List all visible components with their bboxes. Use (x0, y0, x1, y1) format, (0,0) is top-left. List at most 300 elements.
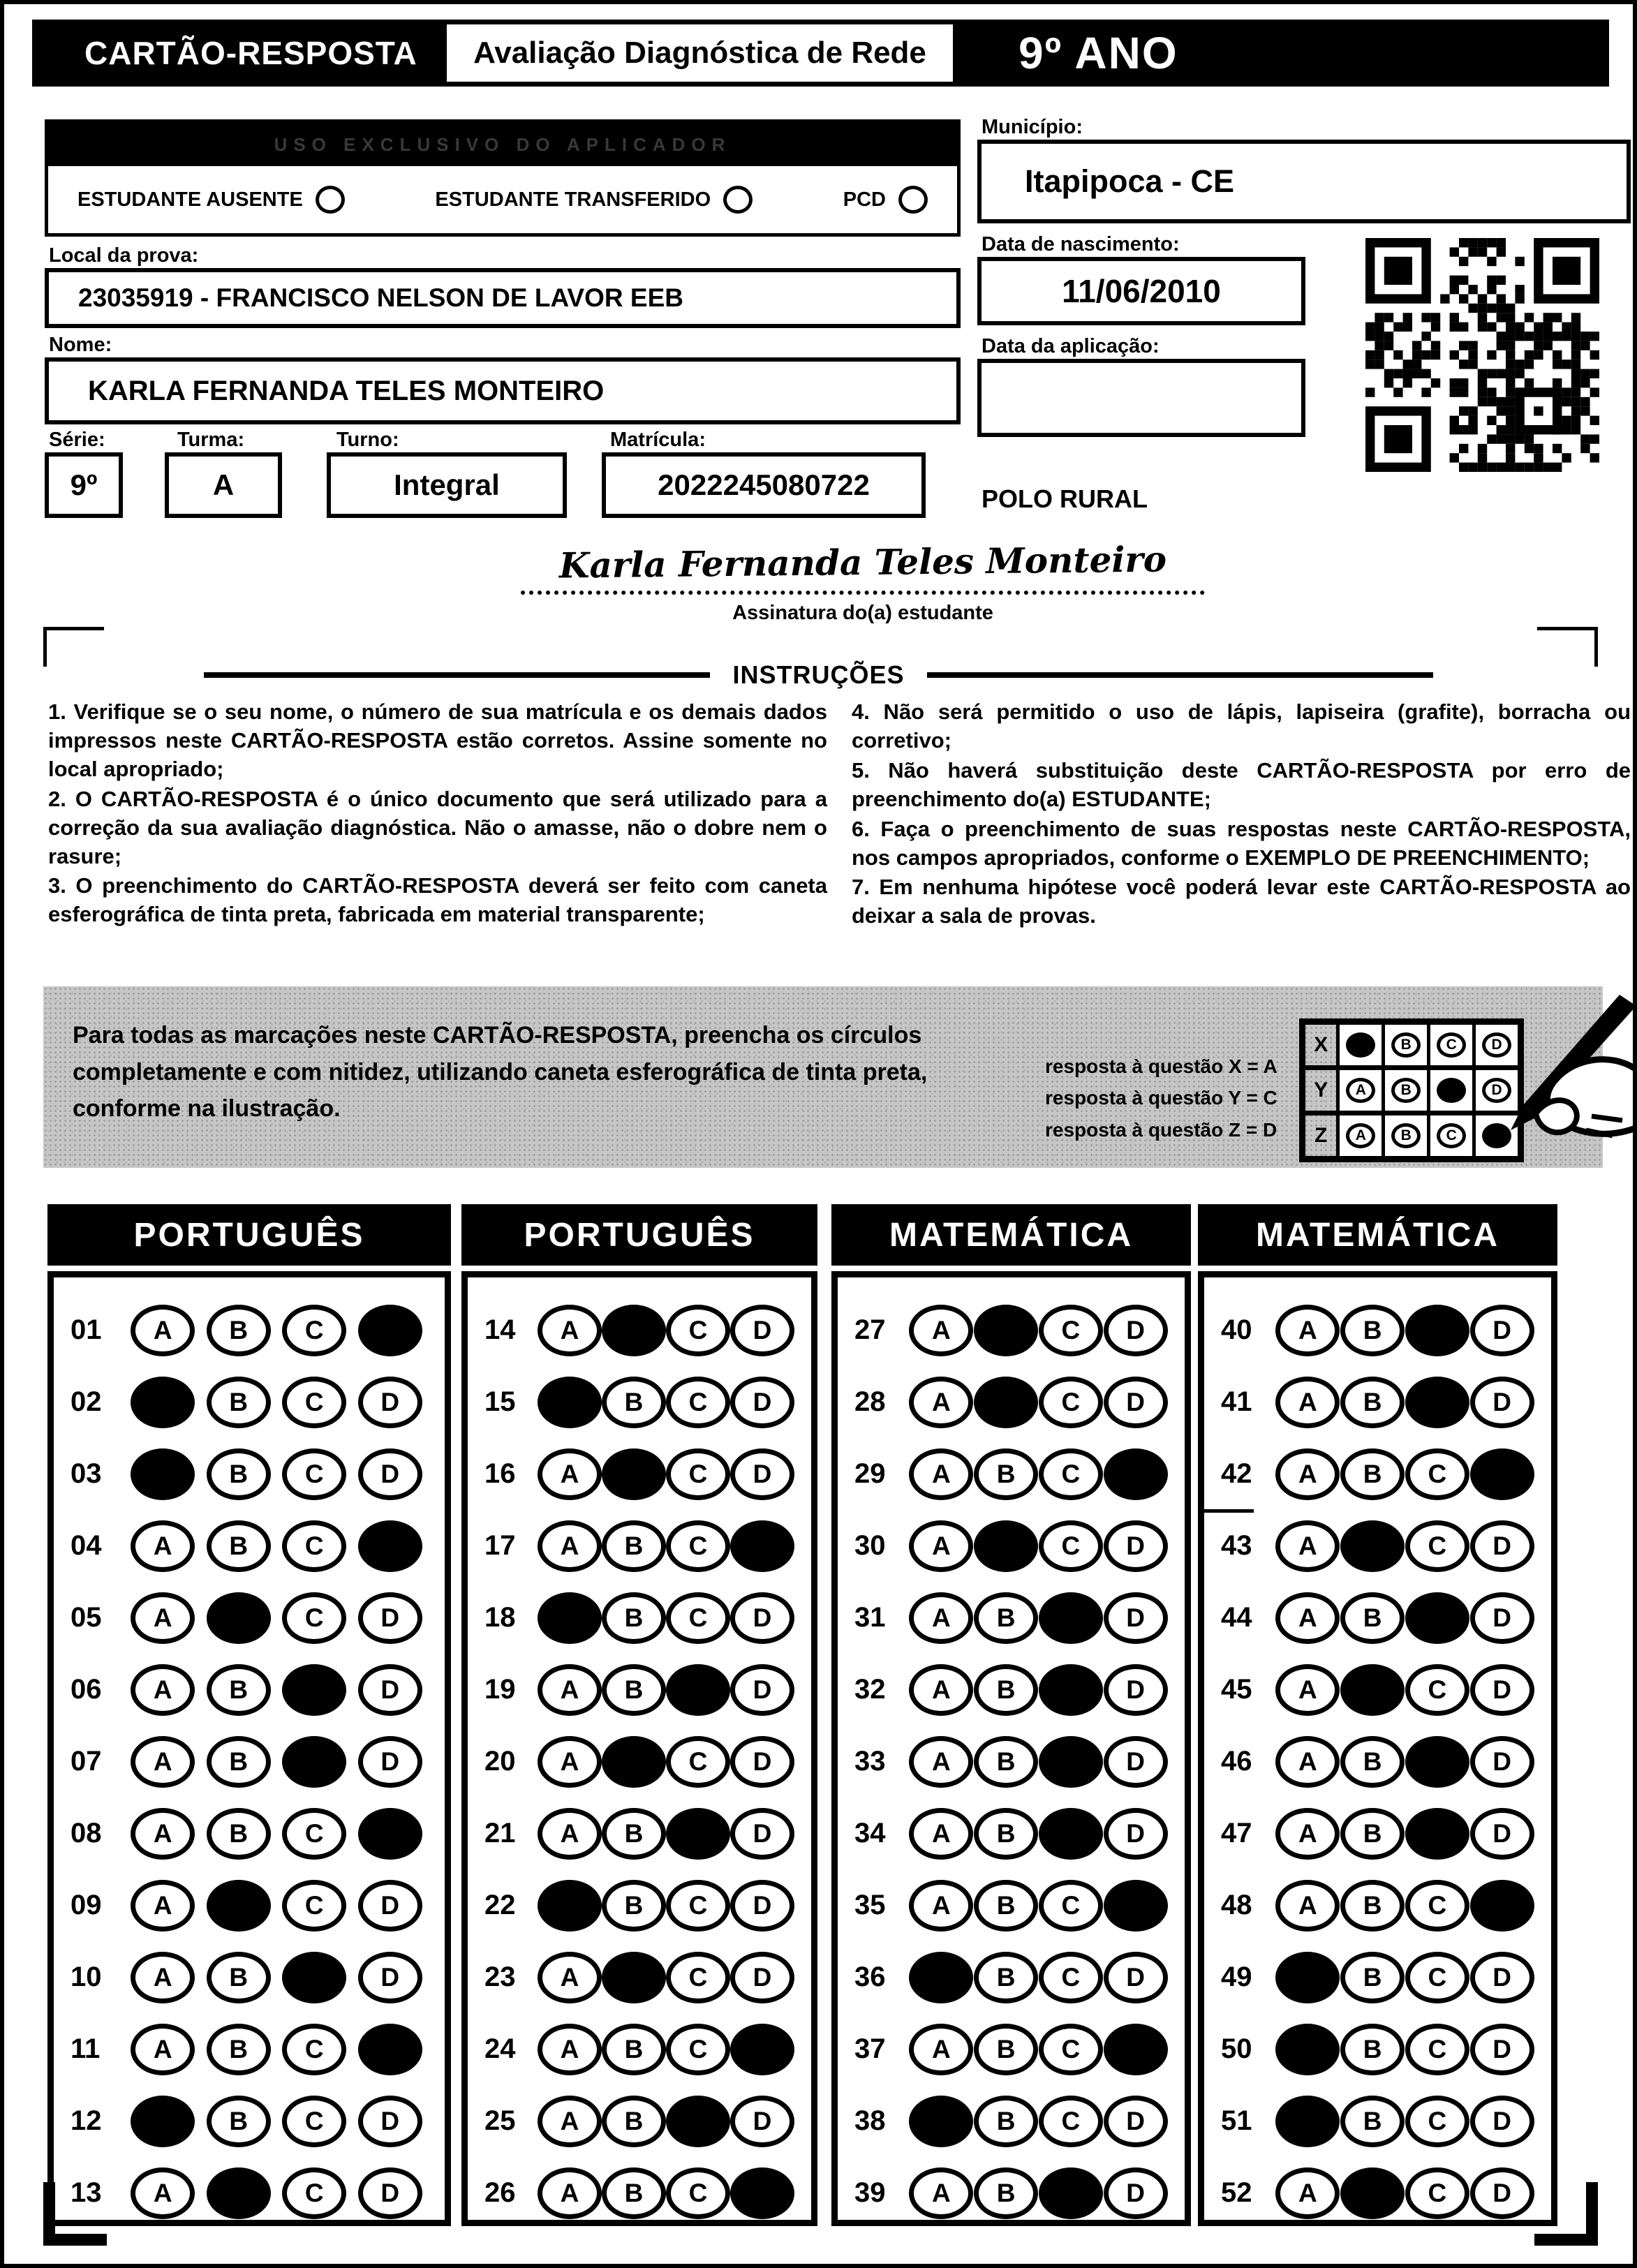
bubble-q31-d[interactable]: D (1104, 1592, 1168, 1644)
instruction-item: 4. Não será permitido o uso de lápis, lapiseira (grafite), borracha ou corretivo; (852, 699, 1631, 753)
bubble-q09-b[interactable] (207, 1880, 271, 1932)
instructions-title: INSTRUÇÕES (732, 660, 905, 689)
bubble-q22-b[interactable]: B (602, 1880, 666, 1932)
question-row-12 (64, 2085, 434, 2157)
bubble-q10-b[interactable]: B (207, 1952, 271, 2003)
bubble-q09-d[interactable]: D (358, 1880, 422, 1932)
bubble-q11-c[interactable]: C (282, 2024, 346, 2075)
bubble-q32-c[interactable] (1039, 1664, 1103, 1716)
status-field-label: PCD (843, 188, 886, 211)
instruction-item: 5. Não haverá substituição deste CARTÃO-RESPOSTA por erro de preenchimento do(a) ESTUDANTE; (852, 757, 1631, 811)
bubble-q08-a[interactable]: A (131, 1808, 195, 1860)
bubble-q35-b[interactable]: B (974, 1880, 1038, 1932)
example-bubble-y-b[interactable]: B (1391, 1078, 1421, 1103)
bubble-q17-c[interactable]: C (666, 1520, 730, 1572)
header-bar (32, 20, 1609, 87)
bubble-q01-a[interactable]: A (131, 1305, 195, 1356)
bubble-q12-a[interactable] (131, 2096, 195, 2147)
estudante-transferido-circle[interactable] (723, 186, 753, 214)
bubble-q46-c[interactable] (1405, 1736, 1469, 1788)
question-row-23 (477, 1941, 800, 2013)
bubble-q18-c[interactable]: C (666, 1592, 730, 1644)
bubble-q03-d[interactable]: D (358, 1448, 422, 1500)
bubble-q24-c[interactable]: C (666, 2024, 730, 2075)
bubble-q35-a[interactable]: A (909, 1880, 973, 1932)
question-number: 21 (484, 1818, 516, 1848)
bubble-q01-c[interactable]: C (282, 1305, 346, 1356)
bubble-q08-c[interactable]: C (282, 1808, 346, 1860)
subject-header-portugues-2: PORTUGUÊS (461, 1204, 817, 1266)
bubble-q22-a[interactable] (538, 1880, 602, 1932)
bubble-q07-c[interactable] (282, 1736, 346, 1788)
question-number: 22 (484, 1890, 516, 1920)
bubble-q49-d[interactable]: D (1470, 1952, 1534, 2003)
bubble-q12-d[interactable]: D (358, 2096, 422, 2147)
bubble-q40-c[interactable] (1405, 1305, 1469, 1356)
bubble-q03-a[interactable] (131, 1448, 195, 1500)
bubble-q25-a[interactable]: A (538, 2096, 602, 2147)
bubble-q24-a[interactable]: A (538, 2024, 602, 2075)
bubble-q25-c[interactable] (666, 2096, 730, 2147)
bubble-q22-c[interactable]: C (666, 1880, 730, 1932)
bubble-q35-d[interactable] (1104, 1880, 1168, 1932)
bubble-q52-a[interactable]: A (1275, 2167, 1340, 2219)
card-title: CARTÃO-RESPOSTA (84, 35, 417, 71)
bubble-q28-c[interactable]: C (1039, 1377, 1103, 1428)
bubble-q35-c[interactable]: C (1039, 1880, 1103, 1932)
question-row-19 (477, 1654, 800, 1726)
bubble-q02-c[interactable]: C (282, 1377, 346, 1428)
bubble-q07-b[interactable]: B (207, 1736, 271, 1788)
bubble-q04-b[interactable]: B (207, 1520, 271, 1572)
question-row-18 (477, 1582, 800, 1654)
question-row-36 (847, 1941, 1173, 2013)
question-row-42 (1214, 1438, 1540, 1510)
bubble-q27-c[interactable]: C (1039, 1305, 1103, 1356)
bubble-q13-d[interactable]: D (358, 2167, 422, 2219)
bubble-q47-a[interactable]: A (1275, 1808, 1340, 1860)
question-row-29 (847, 1438, 1173, 1510)
question-number: 06 (71, 1674, 102, 1705)
bubble-q37-a[interactable]: A (909, 2024, 973, 2075)
bubble-q49-a[interactable] (1275, 1952, 1340, 2003)
bubble-q13-c[interactable]: C (282, 2167, 346, 2219)
bubble-q50-a[interactable] (1275, 2024, 1340, 2075)
bubble-q02-d[interactable]: D (358, 1377, 422, 1428)
bubble-q49-b[interactable]: B (1340, 1952, 1405, 2003)
bubble-q44-d[interactable]: D (1470, 1592, 1534, 1644)
bubble-q26-b[interactable]: B (602, 2167, 666, 2219)
question-number: 43 (1221, 1530, 1252, 1561)
bubble-q04-a[interactable]: A (131, 1520, 195, 1572)
bubble-q45-c[interactable]: C (1405, 1664, 1469, 1716)
bubble-q48-d[interactable] (1470, 1880, 1534, 1932)
bubble-q21-c[interactable] (666, 1808, 730, 1860)
bubble-q34-d[interactable]: D (1104, 1808, 1168, 1860)
fill-note-text: Para todas as marcações neste CARTÃO-RESPOSTA, preencha os círculos completamente e com nitidez, utilizando caneta esferográfica de tinta preta, conforme na ilustração. (73, 1022, 928, 1122)
bubble-q26-d[interactable] (730, 2167, 794, 2219)
bubble-q20-c[interactable]: C (666, 1736, 730, 1788)
bubble-q51-d[interactable]: D (1470, 2096, 1534, 2147)
bubble-q01-b[interactable]: B (207, 1305, 271, 1356)
bubble-q17-a[interactable]: A (538, 1520, 602, 1572)
bubble-q28-a[interactable]: A (909, 1377, 973, 1428)
hand-pen-illustration (1453, 993, 1637, 1168)
bubble-q31-b[interactable]: B (974, 1592, 1038, 1644)
question-number: 07 (71, 1746, 102, 1777)
question-number: 14 (484, 1314, 516, 1345)
answer-box (47, 1271, 451, 2226)
question-row-30 (847, 1510, 1173, 1582)
bubble-q11-a[interactable]: A (131, 2024, 195, 2075)
bubble-q14-c[interactable]: C (666, 1305, 730, 1356)
bubble-q23-d[interactable]: D (730, 1952, 794, 2003)
exam-title: Avaliação Diagnóstica de Rede (447, 24, 953, 82)
bubble-q41-a[interactable]: A (1275, 1377, 1340, 1428)
example-bubble-x-d[interactable]: D (1482, 1032, 1511, 1058)
bubble-q42-c[interactable]: C (1405, 1448, 1469, 1500)
bubble-q30-b[interactable] (974, 1520, 1038, 1572)
bubble-q42-a[interactable]: A (1275, 1448, 1340, 1500)
bubble-q40-b[interactable]: B (1340, 1305, 1405, 1356)
bubble-q04-c[interactable]: C (282, 1520, 346, 1572)
bubble-q18-b[interactable]: B (602, 1592, 666, 1644)
signature-label: Assinatura do(a) estudante (732, 602, 993, 624)
municipio-field: Itapipoca - CE (977, 140, 1631, 223)
bubble-q50-b[interactable]: B (1340, 2024, 1405, 2075)
bubble-q19-c[interactable] (666, 1664, 730, 1716)
bubble-q51-c[interactable]: C (1405, 2096, 1469, 2147)
bubble-q05-b[interactable] (207, 1592, 271, 1644)
bubble-q34-c[interactable] (1039, 1808, 1103, 1860)
crop-mark-bottom-right (1534, 2182, 1598, 2246)
bubble-q43-d[interactable]: D (1470, 1520, 1534, 1572)
answer-box (831, 1271, 1191, 2226)
example-row-label: Z (1314, 1124, 1328, 1147)
bubble-q36-a[interactable] (909, 1952, 973, 2003)
bubble-q15-b[interactable]: B (602, 1377, 666, 1428)
polo-label: POLO RURAL (982, 484, 1148, 513)
qr-code (1365, 238, 1599, 472)
bubble-q43-b[interactable] (1340, 1520, 1405, 1572)
bubble-q01-d[interactable] (358, 1305, 422, 1356)
bubble-q48-c[interactable]: C (1405, 1880, 1469, 1932)
bubble-q40-d[interactable]: D (1470, 1305, 1534, 1356)
bubble-q33-b[interactable]: B (974, 1736, 1038, 1788)
bubble-q03-c[interactable]: C (282, 1448, 346, 1500)
bubble-q40-a[interactable]: A (1275, 1305, 1340, 1356)
bubble-q11-b[interactable]: B (207, 2024, 271, 2075)
bubble-q39-d[interactable]: D (1104, 2167, 1168, 2219)
bubble-q50-c[interactable]: C (1405, 2024, 1469, 2075)
example-bubble-x-a[interactable] (1346, 1032, 1375, 1058)
question-number: 15 (484, 1386, 516, 1417)
bubble-q36-d[interactable]: D (1104, 1952, 1168, 2003)
bubble-q46-d[interactable]: D (1470, 1736, 1534, 1788)
bubble-q12-c[interactable]: C (282, 2096, 346, 2147)
bubble-q27-b[interactable] (974, 1305, 1038, 1356)
bubble-q32-d[interactable]: D (1104, 1664, 1168, 1716)
bubble-q29-a[interactable]: A (909, 1448, 973, 1500)
question-row-11 (64, 2013, 434, 2085)
question-row-27 (847, 1294, 1173, 1366)
bubble-q34-b[interactable]: B (974, 1808, 1038, 1860)
bubble-q43-c[interactable]: C (1405, 1520, 1469, 1572)
bubble-q05-a[interactable]: A (131, 1592, 195, 1644)
bubble-q09-c[interactable]: C (282, 1880, 346, 1932)
question-number: 38 (854, 2105, 886, 2136)
bubble-q41-b[interactable]: B (1340, 1377, 1405, 1428)
bubble-q29-b[interactable]: B (974, 1448, 1038, 1500)
bubble-q33-a[interactable]: A (909, 1736, 973, 1788)
bubble-q03-b[interactable]: B (207, 1448, 271, 1500)
bubble-q10-c[interactable] (282, 1952, 346, 2003)
bubble-q32-b[interactable]: B (974, 1664, 1038, 1716)
bubble-q02-a[interactable] (131, 1377, 195, 1428)
bubble-q14-d[interactable]: D (730, 1305, 794, 1356)
bubble-q26-a[interactable]: A (538, 2167, 602, 2219)
bubble-q02-b[interactable]: B (207, 1377, 271, 1428)
example-bubble-z-b[interactable]: B (1391, 1123, 1421, 1148)
bubble-q27-a[interactable]: A (909, 1305, 973, 1356)
bubble-q11-d[interactable] (358, 2024, 422, 2075)
bubble-q06-d[interactable]: D (358, 1664, 422, 1716)
question-row-44 (1214, 1582, 1540, 1654)
bubble-q33-c[interactable] (1039, 1736, 1103, 1788)
subject-header-portugues-1: PORTUGUÊS (47, 1204, 451, 1266)
question-number: 24 (484, 2033, 516, 2064)
bubble-q24-d[interactable] (730, 2024, 794, 2075)
example-bubble-x-b[interactable]: B (1391, 1032, 1421, 1058)
bubble-q41-d[interactable]: D (1470, 1377, 1534, 1428)
bubble-q44-a[interactable]: A (1275, 1592, 1340, 1644)
turma-label: Turma: (177, 429, 245, 451)
bubble-q18-d[interactable]: D (730, 1592, 794, 1644)
question-number: 36 (854, 1962, 886, 1992)
bubble-q31-c[interactable] (1039, 1592, 1103, 1644)
bubble-q27-d[interactable]: D (1104, 1305, 1168, 1356)
bubble-q19-a[interactable]: A (538, 1664, 602, 1716)
bubble-q21-d[interactable]: D (730, 1808, 794, 1860)
bubble-q31-a[interactable]: A (909, 1592, 973, 1644)
status-field-label: ESTUDANTE TRANSFERIDO (435, 188, 711, 211)
bubble-q39-b[interactable]: B (974, 2167, 1038, 2219)
bubble-q48-a[interactable]: A (1275, 1880, 1340, 1932)
turno-field: Integral (327, 452, 567, 518)
bubble-q09-a[interactable]: A (131, 1880, 195, 1932)
bubble-q30-c[interactable]: C (1039, 1520, 1103, 1572)
bubble-q44-c[interactable] (1405, 1592, 1469, 1644)
bubble-q10-a[interactable]: A (131, 1952, 195, 2003)
bubble-q05-d[interactable]: D (358, 1592, 422, 1644)
bubble-q29-d[interactable] (1104, 1448, 1168, 1500)
bubble-q13-a[interactable]: A (131, 2167, 195, 2219)
bubble-q45-d[interactable]: D (1470, 1664, 1534, 1716)
applicator-bar-text: USO EXCLUSIVO DO APLICADOR (274, 133, 732, 155)
aplicacao-field (977, 359, 1305, 437)
bubble-q38-c[interactable]: C (1039, 2096, 1103, 2147)
bubble-q46-b[interactable]: B (1340, 1736, 1405, 1788)
bubble-q36-b[interactable]: B (974, 1952, 1038, 2003)
bubble-q32-a[interactable]: A (909, 1664, 973, 1716)
bubble-q37-b[interactable]: B (974, 2024, 1038, 2075)
bubble-q39-c[interactable] (1039, 2167, 1103, 2219)
question-number: 48 (1221, 1890, 1252, 1920)
instruction-item: 7. Em nenhuma hipótese você poderá levar este CARTÃO-RESPOSTA ao deixar a sala de provas. (852, 875, 1631, 928)
bubble-q17-d[interactable] (730, 1520, 794, 1572)
bubble-q28-b[interactable] (974, 1377, 1038, 1428)
bubble-q19-b[interactable]: B (602, 1664, 666, 1716)
question-row-13 (64, 2157, 434, 2229)
instruction-item: 2. O CARTÃO-RESPOSTA é o único documento que será utilizado para a correção da sua avaliação diagnóstica. Não o amasse, não o dobre nem o rasure; (48, 786, 827, 868)
bubble-q10-d[interactable]: D (358, 1952, 422, 2003)
bubble-q29-c[interactable]: C (1039, 1448, 1103, 1500)
bubble-q14-b[interactable] (602, 1305, 666, 1356)
bubble-q43-a[interactable]: A (1275, 1520, 1340, 1572)
bubble-q37-d[interactable] (1104, 2024, 1168, 2075)
bubble-q52-d[interactable]: D (1470, 2167, 1534, 2219)
bubble-q06-b[interactable]: B (207, 1664, 271, 1716)
bubble-q51-b[interactable]: B (1340, 2096, 1405, 2147)
question-row-26 (477, 2157, 800, 2229)
question-number: 18 (484, 1602, 516, 1633)
question-row-03 (64, 1438, 434, 1510)
bubble-q24-b[interactable]: B (602, 2024, 666, 2075)
bubble-q47-d[interactable]: D (1470, 1808, 1534, 1860)
bubble-q33-d[interactable]: D (1104, 1736, 1168, 1788)
bubble-q08-b[interactable]: B (207, 1808, 271, 1860)
example-bubble-y-d[interactable]: D (1482, 1078, 1511, 1103)
bubble-q30-d[interactable]: D (1104, 1520, 1168, 1572)
bubble-q21-a[interactable]: A (538, 1808, 602, 1860)
bubble-q49-c[interactable]: C (1405, 1952, 1469, 2003)
bubble-q16-b[interactable] (602, 1448, 666, 1500)
bubble-q15-a[interactable] (538, 1377, 602, 1428)
pcd-circle[interactable] (898, 186, 928, 214)
bubble-q38-b[interactable]: B (974, 2096, 1038, 2147)
example-bubble-z-a[interactable]: A (1346, 1123, 1375, 1148)
bubble-q13-b[interactable] (207, 2167, 271, 2219)
bubble-q20-d[interactable]: D (730, 1736, 794, 1788)
instructions-left-column (48, 698, 827, 931)
bubble-q37-c[interactable]: C (1039, 2024, 1103, 2075)
question-number: 44 (1221, 1602, 1252, 1633)
bubble-q36-c[interactable]: C (1039, 1952, 1103, 2003)
bubble-q41-c[interactable] (1405, 1377, 1469, 1428)
bubble-q28-d[interactable]: D (1104, 1377, 1168, 1428)
instruction-item: 3. O preenchimento do CARTÃO-RESPOSTA deverá ser feito com caneta esferográfica de tinta preta, fabricada em material transparente; (48, 873, 827, 927)
bubble-q44-b[interactable]: B (1340, 1592, 1405, 1644)
bubble-q42-d[interactable] (1470, 1448, 1534, 1500)
bubble-q39-a[interactable]: A (909, 2167, 973, 2219)
bubble-q23-c[interactable]: C (666, 1952, 730, 2003)
signature-line (521, 591, 1205, 595)
bubble-q12-b[interactable]: B (207, 2096, 271, 2147)
bubble-q52-b[interactable] (1340, 2167, 1405, 2219)
municipio-label: Município: (982, 116, 1083, 138)
question-row-04 (64, 1510, 434, 1582)
question-row-31 (847, 1582, 1173, 1654)
question-row-45 (1214, 1654, 1540, 1726)
fill-example-line: resposta à questão Y = C (1045, 1087, 1277, 1109)
bubble-q05-c[interactable]: C (282, 1592, 346, 1644)
bubble-q21-b[interactable]: B (602, 1808, 666, 1860)
local-field: 23035919 - FRANCISCO NELSON DE LAVOR EEB (45, 268, 961, 328)
bubble-q38-d[interactable]: D (1104, 2096, 1168, 2147)
bubble-q51-a[interactable] (1275, 2096, 1340, 2147)
bubble-q17-b[interactable]: B (602, 1520, 666, 1572)
bubble-q25-d[interactable]: D (730, 2096, 794, 2147)
question-number: 42 (1221, 1458, 1252, 1489)
bubble-q20-a[interactable]: A (538, 1736, 602, 1788)
question-row-25 (477, 2085, 800, 2157)
bubble-q23-b[interactable] (602, 1952, 666, 2003)
bubble-q45-b[interactable] (1340, 1664, 1405, 1716)
bubble-q42-b[interactable]: B (1340, 1448, 1405, 1500)
bubble-q50-d[interactable]: D (1470, 2024, 1534, 2075)
bubble-q04-d[interactable] (358, 1520, 422, 1572)
bubble-q38-a[interactable] (909, 2096, 973, 2147)
bubble-q26-c[interactable]: C (666, 2167, 730, 2219)
question-row-50 (1214, 2013, 1540, 2085)
example-bubble-y-a[interactable]: A (1346, 1078, 1375, 1103)
bubble-q48-b[interactable]: B (1340, 1880, 1405, 1932)
bubble-q20-b[interactable] (602, 1736, 666, 1788)
question-row-15 (477, 1366, 800, 1438)
example-bubble-z-c[interactable]: C (1437, 1123, 1466, 1148)
scan-artifact-line (1199, 1509, 1254, 1513)
instructions-rule-left (204, 672, 710, 678)
question-row-35 (847, 1869, 1173, 1941)
bubble-q45-a[interactable]: A (1275, 1664, 1340, 1716)
bubble-q47-c[interactable] (1405, 1808, 1469, 1860)
question-row-10 (64, 1941, 434, 2013)
example-row-label: Y (1314, 1079, 1328, 1102)
bubble-q30-a[interactable]: A (909, 1520, 973, 1572)
bubble-q47-b[interactable]: B (1340, 1808, 1405, 1860)
answer-column-4 (1198, 1204, 1557, 2226)
bubble-q25-b[interactable]: B (602, 2096, 666, 2147)
bubble-q07-a[interactable]: A (131, 1736, 195, 1788)
bubble-q16-d[interactable]: D (730, 1448, 794, 1500)
bubble-q22-d[interactable]: D (730, 1880, 794, 1932)
bubble-q34-a[interactable]: A (909, 1808, 973, 1860)
bubble-q16-c[interactable]: C (666, 1448, 730, 1500)
bubble-q06-a[interactable]: A (131, 1664, 195, 1716)
question-number: 50 (1221, 2033, 1252, 2064)
question-number: 05 (71, 1602, 102, 1633)
question-number: 23 (484, 1962, 516, 1992)
bubble-q16-a[interactable]: A (538, 1448, 602, 1500)
bubble-q15-c[interactable]: C (666, 1377, 730, 1428)
bubble-q15-d[interactable]: D (730, 1377, 794, 1428)
bubble-q14-a[interactable]: A (538, 1305, 602, 1356)
applicator-box (45, 119, 961, 237)
bubble-q23-a[interactable]: A (538, 1952, 602, 2003)
question-row-47 (1214, 1798, 1540, 1869)
bubble-q46-a[interactable]: A (1275, 1736, 1340, 1788)
bubble-q19-d[interactable]: D (730, 1664, 794, 1716)
estudante-ausente-circle[interactable] (316, 186, 345, 214)
bubble-q08-d[interactable] (358, 1808, 422, 1860)
example-bubble-x-c[interactable]: C (1437, 1032, 1466, 1058)
question-number: 13 (71, 2177, 102, 2208)
bubble-q06-c[interactable] (282, 1664, 346, 1716)
bubble-q07-d[interactable]: D (358, 1736, 422, 1788)
bubble-q18-a[interactable] (538, 1592, 602, 1644)
serie-label: Série: (49, 429, 105, 451)
bubble-q52-c[interactable]: C (1405, 2167, 1469, 2219)
